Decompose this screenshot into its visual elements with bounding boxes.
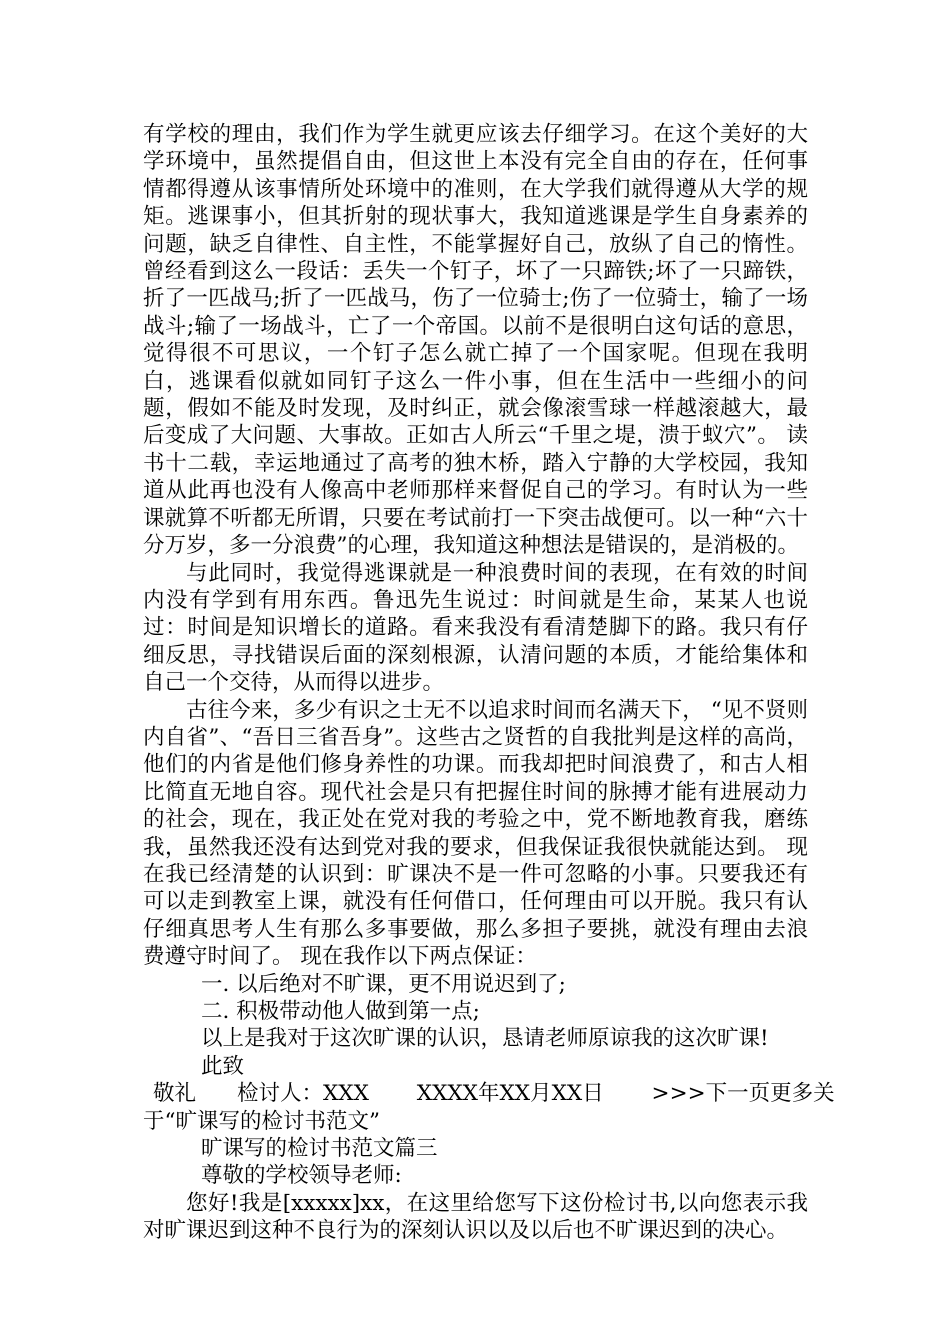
- letter-greeting: 尊敬的学校领导老师:: [201, 1163, 402, 1189]
- pledge-item-1: 一. 以后绝对不旷课，更不用说迟到了;: [201, 971, 566, 997]
- document-page: [143, 121, 835, 1245]
- salutation-cizhi: 此致: [201, 1053, 245, 1079]
- body-paragraph-3: 古往今来，多少有识之士无不以追求时间而名满天下， “见不贤则内自省”、“吾日三省吾身”。这些古之贤哲的自我批判是这样的高尚，他们的内省是他们修身养性的功课。而我却把时间浪费了，和古人相比简直无地自容。现代社会是只有把握住时间的脉搏才能有进展动力的社会，现在，我正处在党对我的考验之中，党不断地教育我，磨练我，虽然我还没有达到党对我的要求，但我保证我很快就能达到。 现在我已经清楚的认识到：旷课决不是一件可忽略的小事。只要我还有可以走到教室上课，就没有任何借口，任何理由可以开脱。我只有认仔细真思考人生有那么多事要做，那么多担子要挑，就没有理由去浪费遵守时间了。 现在我作以下两点保证：: [143, 697, 808, 970]
- body-paragraph-1: 有学校的理由，我们作为学生就更应该去仔细学习。在这个美好的大学环境中，虽然提倡自由，但这世上本没有完全自由的存在，任何事情都得遵从该事情所处环境中的准则，在大学我们就得遵从大学的规矩。逃课事小，但其折射的现状事大，我知道逃课是学生自身素养的问题，缺乏自律性、自主性，不能掌握好自己，放纵了自己的惰性。曾经看到这么一段话：丢失一个钉子，坏了一只蹄铁;坏了一只蹄铁，折了一匹战马;折了一匹战马，伤了一位骑士;伤了一位骑士，输了一场战斗;输了一场战斗，亡了一个帝国。以前不是很明白这句话的意思，觉得很不可思议，一个钉子怎么就亡掉了一个国家呢。但现在我明白，逃课看似就如同钉子这么一件小事，但在生活中一些细小的问题，假如不能及时发现，及时纠正，就会像滚雪球一样越滚越大，最后变成了大问题、大事故。正如古人所云“千里之堤，溃于蚁穴”。 读书十二载，幸运地通过了高考的独木桥，踏入宁静的大学校园，我知道从此再也没有人像高中老师那样来督促自己的学习。有时认为一些课就算不听都无所谓，只要在考试前打一下突击战便可。以一种“六十分万岁，多一分浪费”的心理，我知道这种想法是错误的，是消极的。: [143, 122, 808, 559]
- body-paragraph-2: 与此同时，我觉得逃课就是一种浪费时间的表现，在有效的时间内没有学到有用东西。鲁迅先生说过：时间就是生命，某某人也说过：时间是知识增长的道路。看来我没有看清楚脚下的路。我只有仔细反思，寻找错误后面的深刻根源，认清问题的本质，才能给集体和自己一个交待，从而得以进步。: [143, 560, 808, 696]
- section-title: 旷课写的检讨书范文篇三: [201, 1136, 438, 1162]
- pledge-item-2: 二. 积极带动他人做到第一点;: [201, 999, 480, 1024]
- closing-request: 以上是我对于这次旷课的认识，恳请老师原谅我的这次旷课!: [201, 1026, 769, 1052]
- intro-paragraph: 您好!我是[xxxxx]xx，在这里给您写下这份检讨书,以向您表示我对旷课迟到这种不良行为的深刻认识以及以后也不旷课迟到的决心。: [143, 1190, 808, 1244]
- next-page-link-text: 于“旷课写的检讨书范文”: [143, 1108, 380, 1134]
- signature-line: 敬礼 检讨人：XXX XXXX年XX月XX日 >>>下一页更多关: [153, 1081, 835, 1107]
